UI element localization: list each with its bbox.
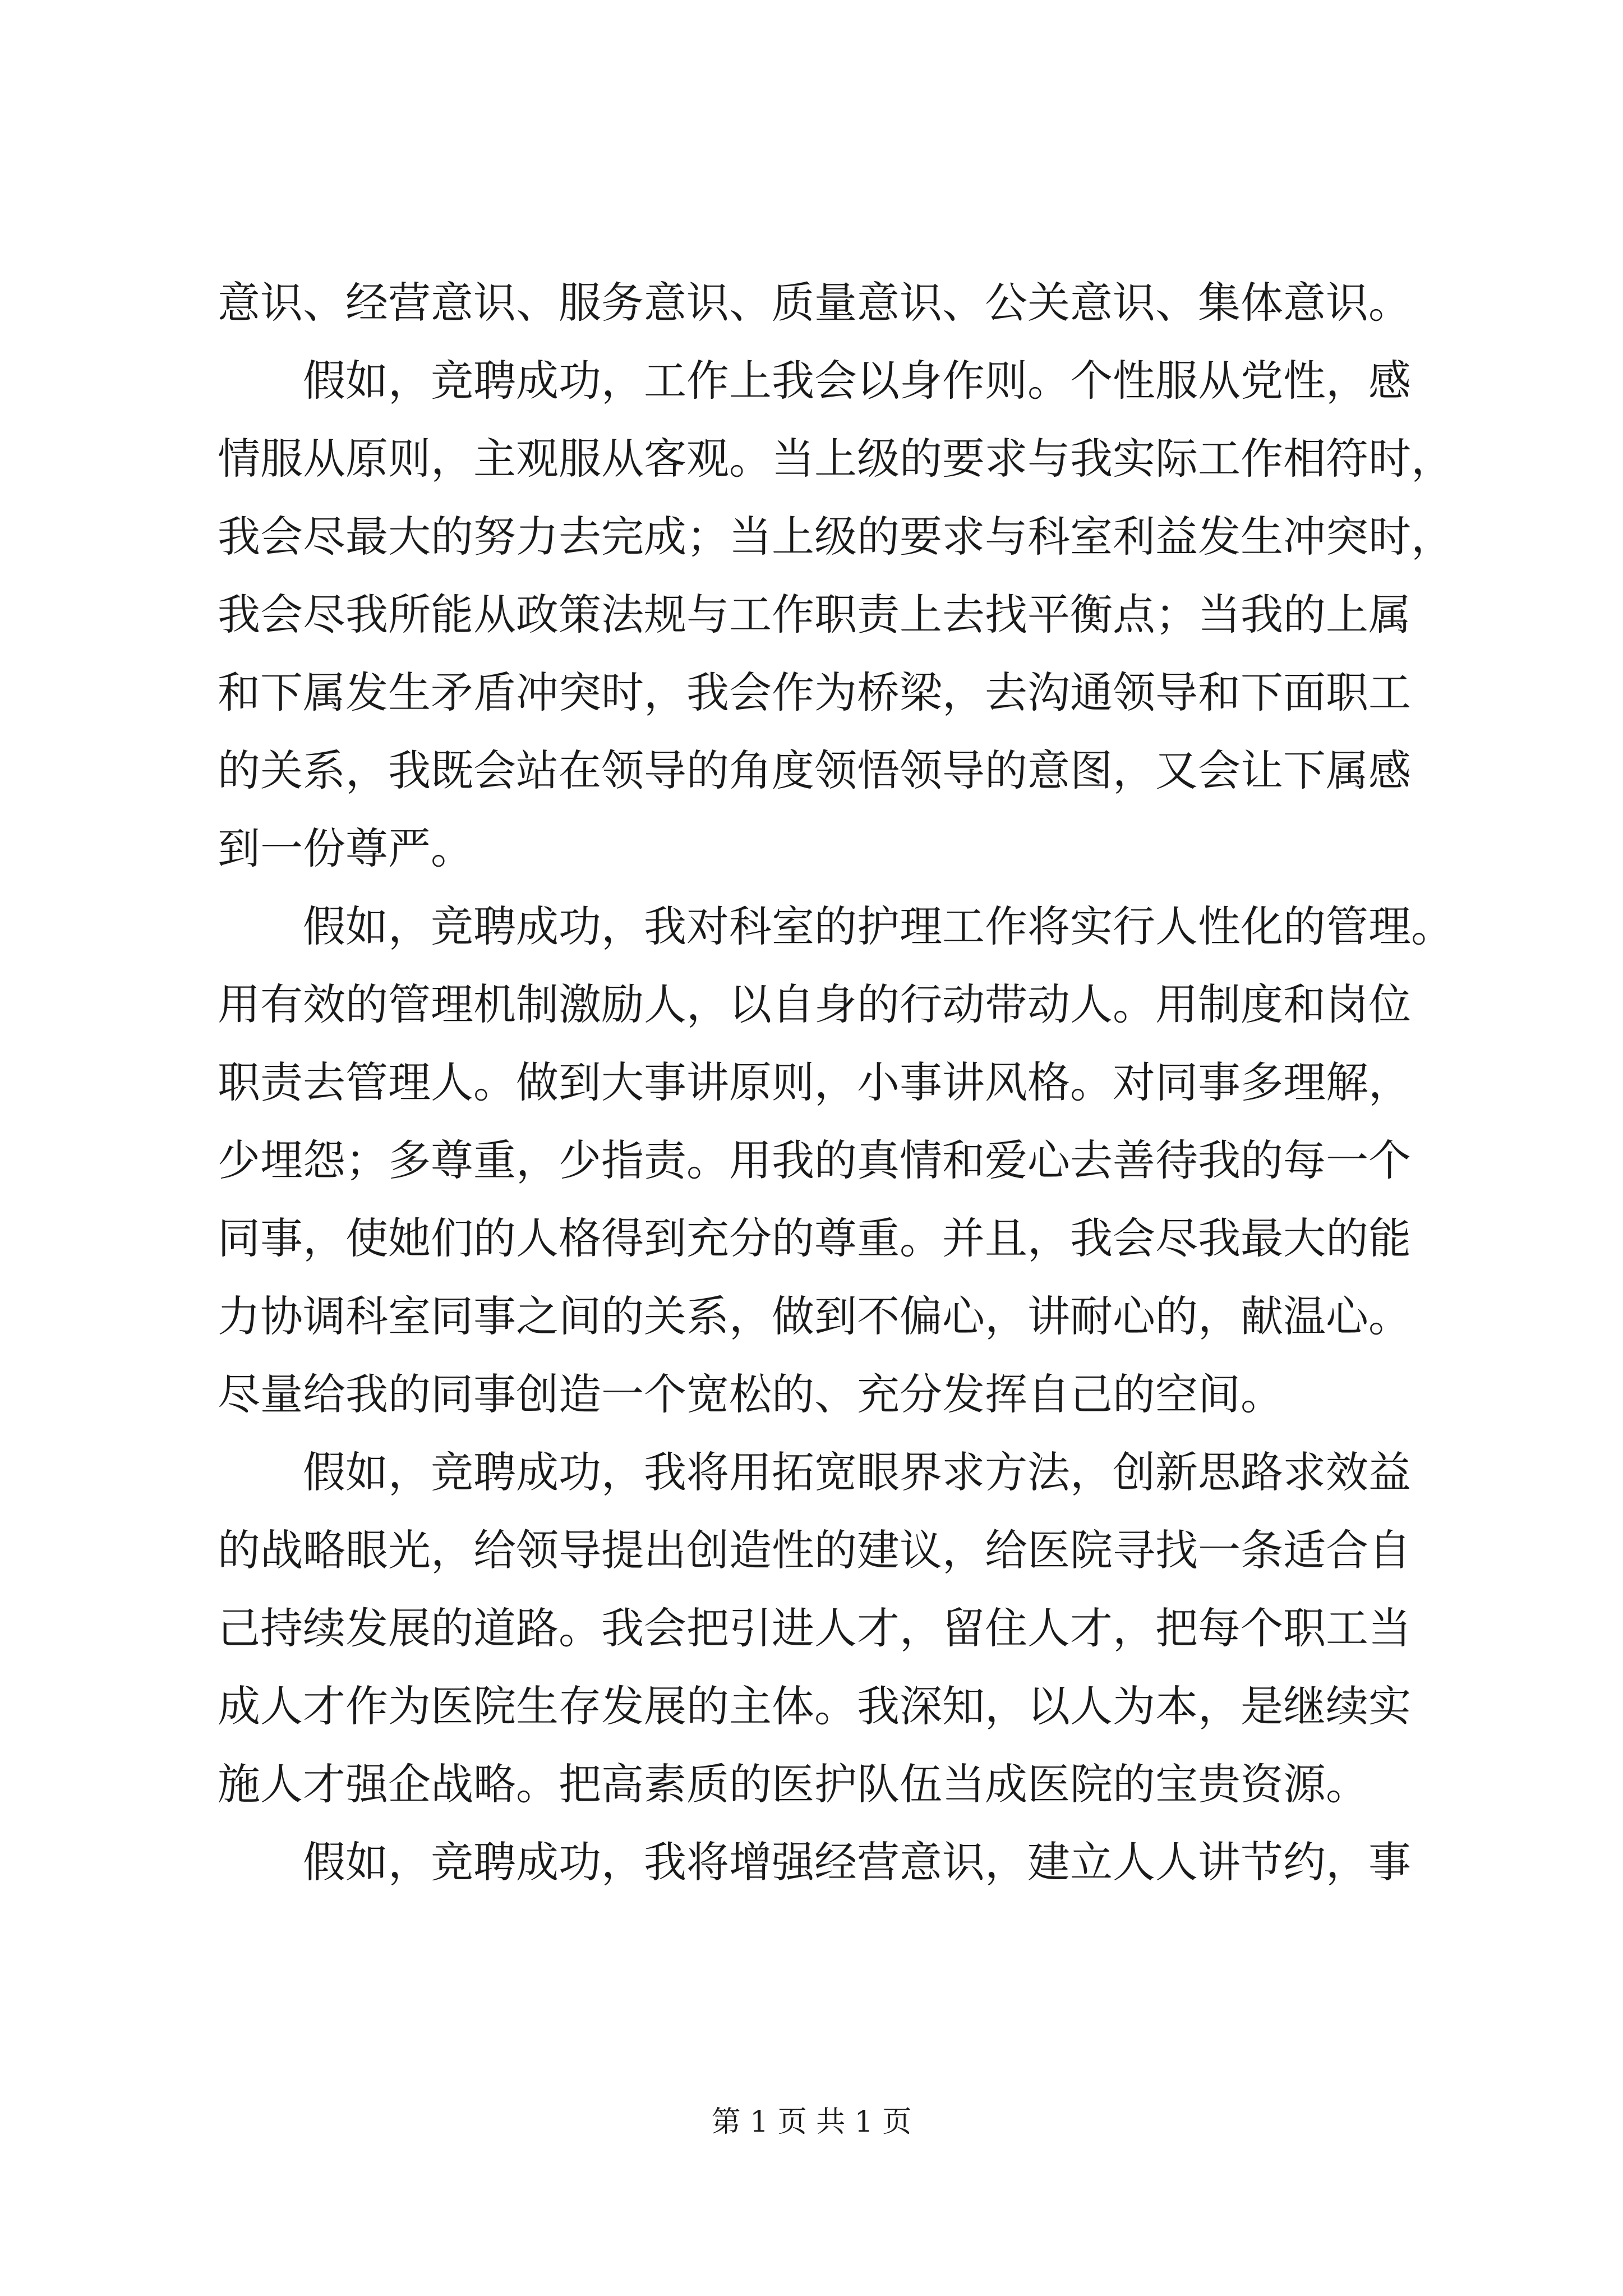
page-number-footer: 第 1 页 共 1 页 bbox=[711, 2105, 912, 2139]
text-line-20: 施人才强企战略。把高素质的医护队伍当成医院的宝贵资源。 bbox=[218, 1759, 1368, 1809]
text-line-19: 成人才作为医院生存发展的主体。我深知，以人为本，是继续实 bbox=[218, 1681, 1411, 1731]
text-line-2: 假如，竞聘成功，工作上我会以身作则。个性服从党性，感 bbox=[303, 356, 1411, 406]
text-line-7: 的关系，我既会站在领导的角度领悟领导的意图，又会让下属感 bbox=[218, 746, 1411, 795]
text-line-18: 己持续发展的道路。我会把引进人才，留住人才，把每个职工当 bbox=[218, 1603, 1411, 1653]
text-line-14: 力协调科室同事之间的关系，做到不偏心，讲耐心的，献温心。 bbox=[218, 1291, 1411, 1341]
text-line-21: 假如，竞聘成功，我将增强经营意识，建立人人讲节约，事 bbox=[303, 1837, 1411, 1887]
text-line-12: 少埋怨；多尊重，少指责。用我的真情和爱心去善待我的每一个 bbox=[218, 1135, 1411, 1185]
document-body bbox=[218, 264, 1454, 1901]
text-line-11: 职责去管理人。做到大事讲原则，小事讲风格。对同事多理解， bbox=[218, 1057, 1411, 1107]
text-line-16: 假如，竞聘成功，我将用拓宽眼界求方法，创新思路求效益 bbox=[303, 1447, 1411, 1497]
text-line-15: 尽量给我的同事创造一个宽松的、充分发挥自己的空间。 bbox=[218, 1369, 1283, 1419]
text-line-17: 的战略眼光，给领导提出创造性的建议，给医院寻找一条适合自 bbox=[218, 1525, 1411, 1575]
text-line-5: 我会尽我所能从政策法规与工作职责上去找平衡点；当我的上属 bbox=[218, 590, 1411, 639]
text-line-9: 假如，竞聘成功，我对科室的护理工作将实行人性化的管理。 bbox=[303, 901, 1454, 951]
text-line-1: 意识、经营意识、服务意识、质量意识、公关意识、集体意识。 bbox=[218, 278, 1411, 328]
text-line-10: 用有效的管理机制激励人，以自身的行动带动人。用制度和岗位 bbox=[218, 979, 1411, 1029]
text-line-3: 情服从原则，主观服从客观。当上级的要求与我实际工作相符时， bbox=[218, 434, 1454, 484]
text-line-13: 同事，使她们的人格得到充分的尊重。并且，我会尽我最大的能 bbox=[218, 1213, 1411, 1263]
text-line-8: 到一份尊严。 bbox=[218, 823, 473, 873]
text-line-4: 我会尽最大的努力去完成；当上级的要求与科室利益发生冲突时， bbox=[218, 512, 1454, 562]
text-line-6: 和下属发生矛盾冲突时，我会作为桥梁，去沟通领导和下面职工 bbox=[218, 668, 1411, 717]
